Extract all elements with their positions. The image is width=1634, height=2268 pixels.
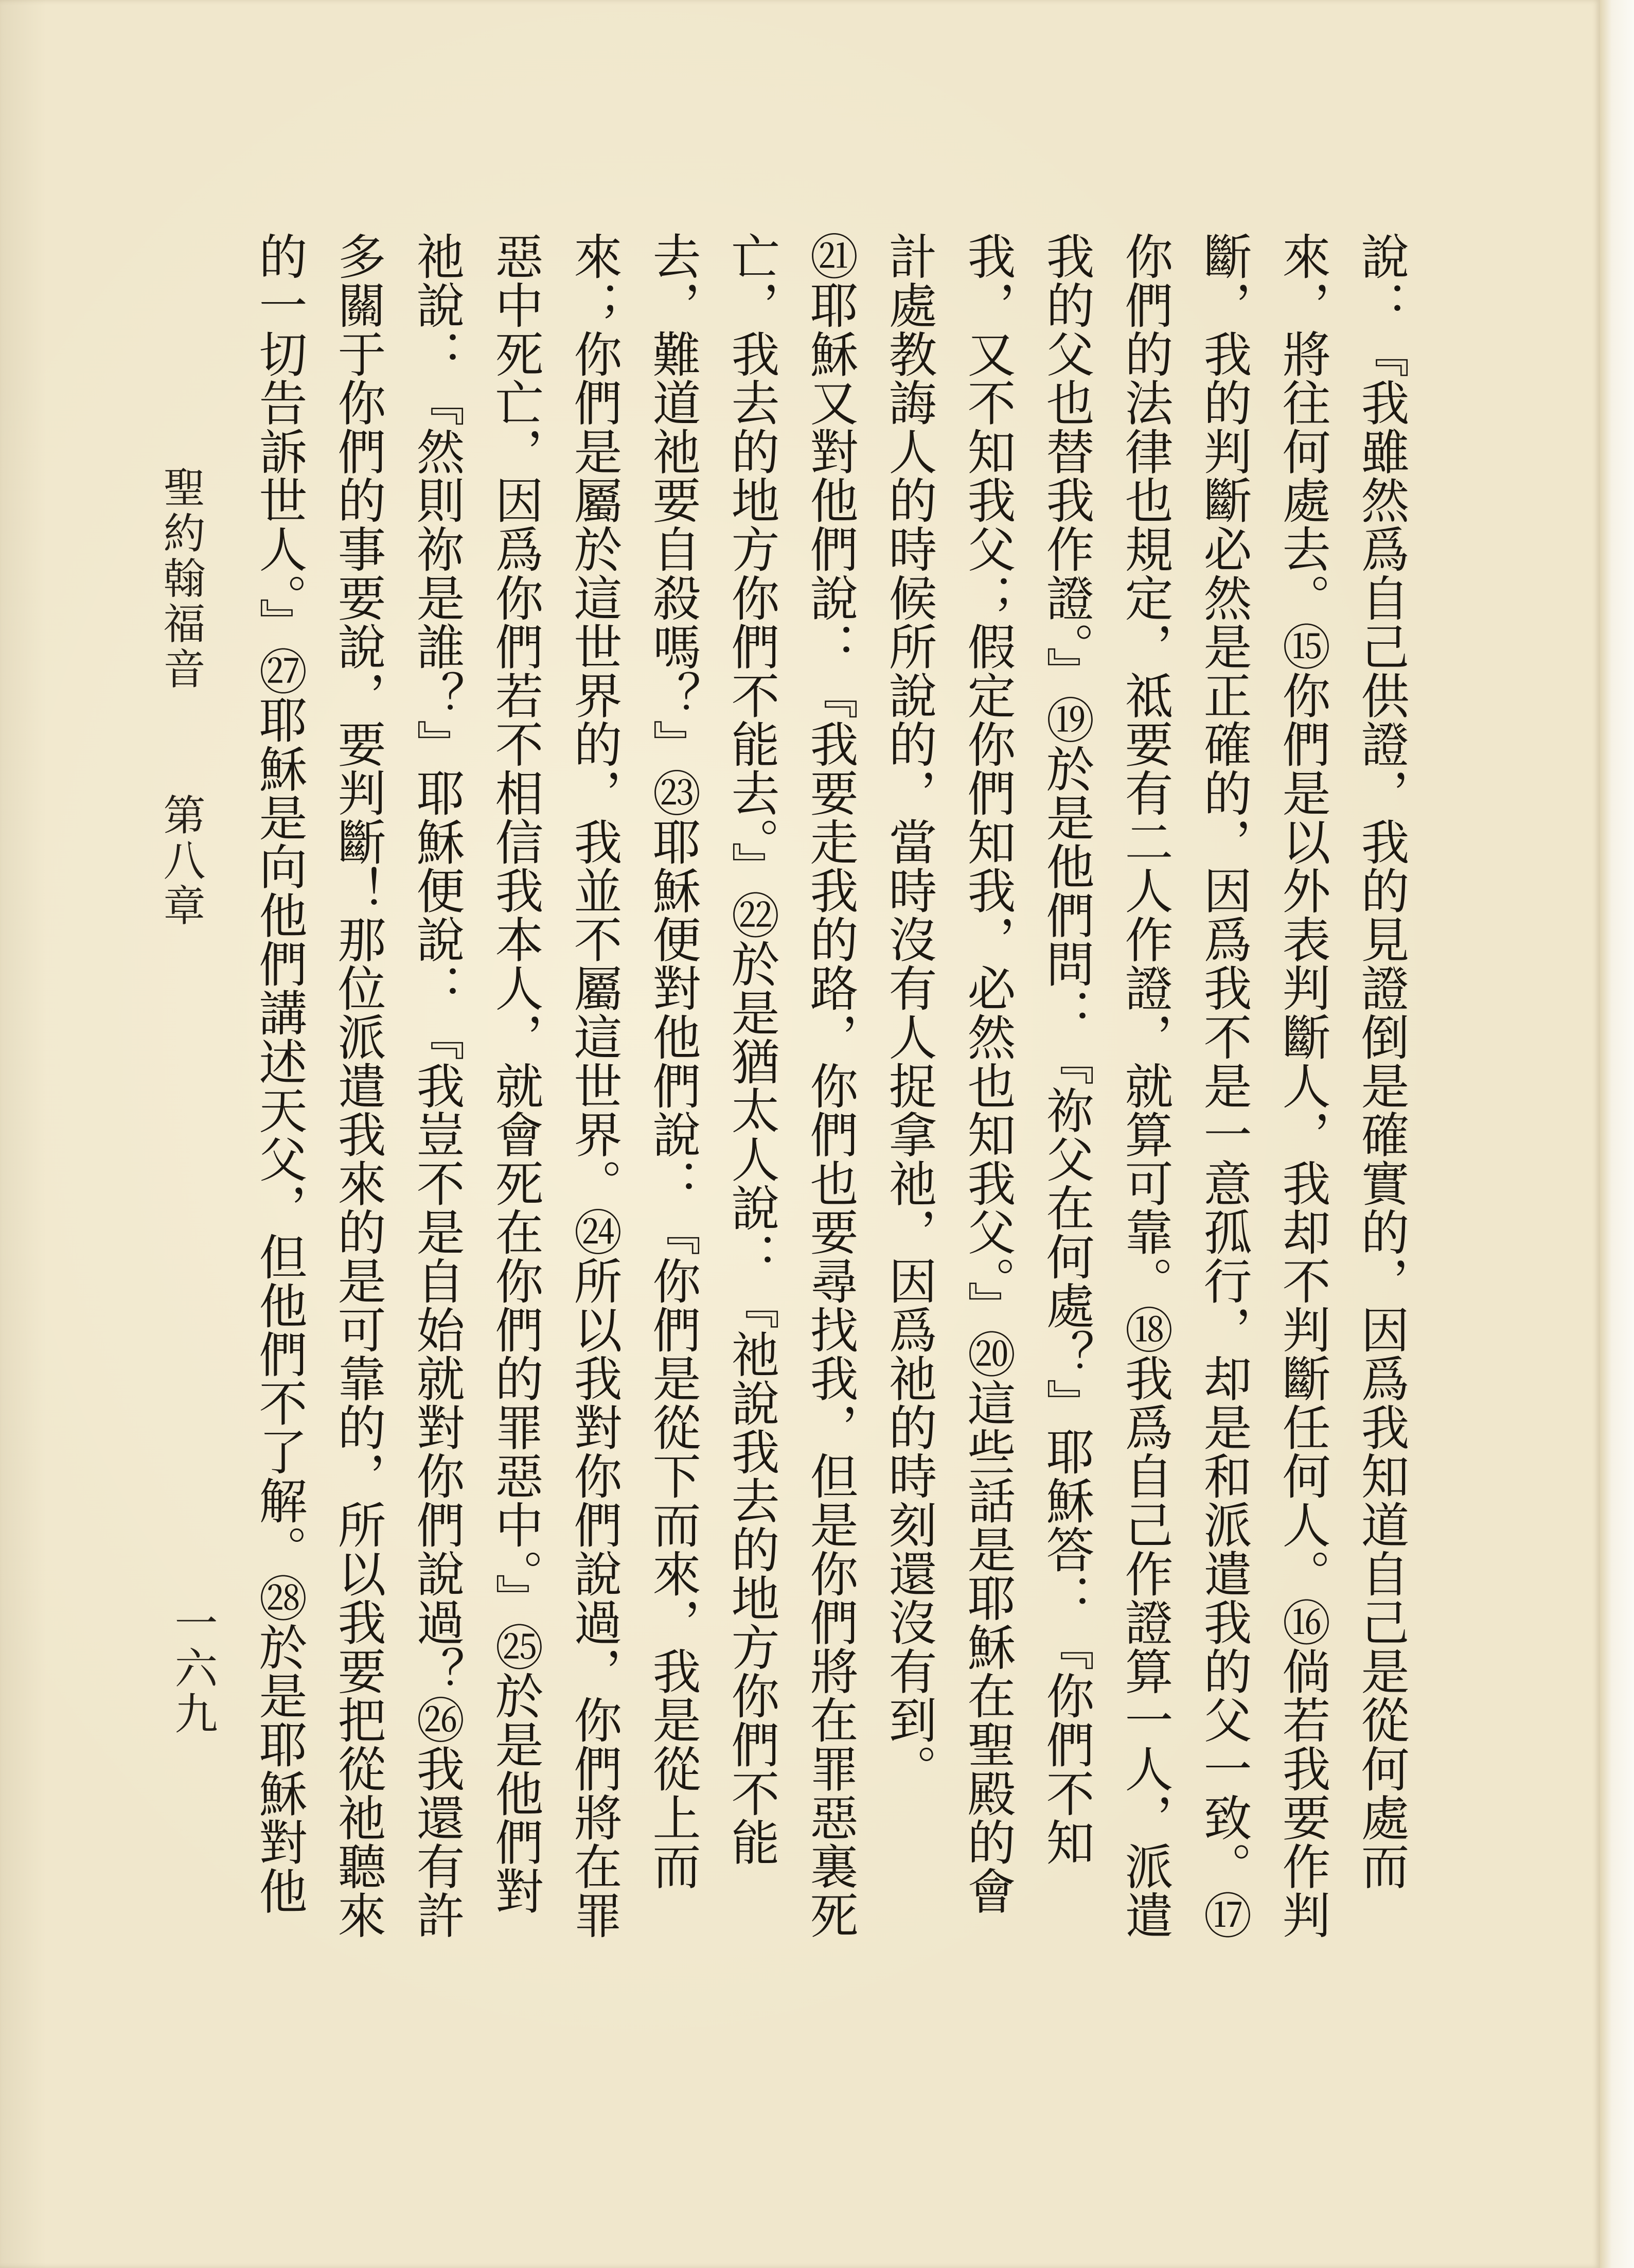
paragraph-verses-21-29: ㉑耶穌又對他們說：『我要走我的路，你們也要尋找我，但是你們將在罪惡裏死亡，我去的地方你們不能去。』㉒於是猶太人說：『祂說我去的地方你們不能去，難道祂要自殺嗎？』㉓耶穌便對他們說：『你們是從下而來，我是從上而來；你們是屬於這世界的，我並不屬這世界。㉔所以我對你們說過，你們將在罪惡中死亡，因爲你們若不相信我本人，就會死在你們的罪惡中。』㉕於是他們對祂說：『然則祢是誰？』耶穌便說：『我豈不是自始就對你們說過？㉖我還有許多關于你們的事要說，要判斷！那位派遣我來的是可靠的，所以我要把從祂聽來的一切告訴世人。』㉗耶穌是向他們講述天父，但他們不了解。㉘於是耶穌對他 xyxy=(251,232,858,1939)
book-title: 聖約翰福音 xyxy=(156,466,205,692)
chapter-label: 第八章 xyxy=(156,793,205,929)
running-footer xyxy=(154,466,211,1752)
paragraph-verses-14-20: 說：『我雖然爲自己供證，我的見證倒是確實的，因爲我知道自己是從何處而來，將往何處去。⑮你們是以外表判斷人，我却不判斷任何人。⑯倘若我要作判斷，我的判斷必然是正確的，因爲我不是一意孤行，却是和派遣我的父一致。⑰你們的法律也規定，祗要有二人作證，就算可靠。⑱我爲自己作證算一人，派遣我的父也替我作證。』⑲於是他們問：『祢父在何處？』耶穌答：『你們不知我，又不知我父；假定你們知我，必然也知我父。』⑳這些話是耶穌在聖殿的會計處教誨人的時候所說的，當時沒有人捉拿祂，因爲祂的時刻還沒有到。 xyxy=(880,232,1409,1939)
page-number: 一六九 xyxy=(168,1601,218,1736)
scripture-text xyxy=(234,232,1420,1940)
page-edge xyxy=(1600,0,1634,2268)
